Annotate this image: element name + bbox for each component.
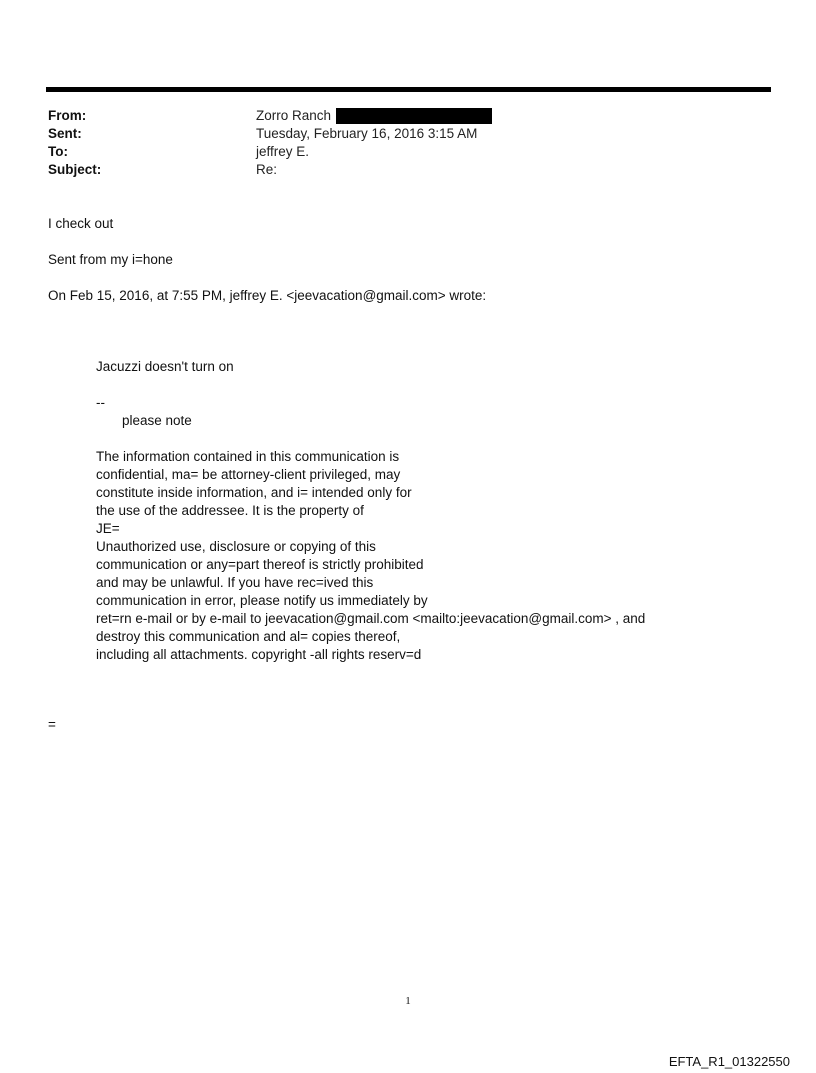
- disclaimer-line: including all attachments. copyright -all rights reserv=d: [96, 647, 422, 662]
- from-value: [256, 107, 492, 125]
- header-rule: [46, 87, 771, 92]
- trailing-equals: =: [48, 717, 56, 732]
- signature-text: Sent from my i=hone: [48, 252, 173, 267]
- quoted-message: Jacuzzi doesn't turn on: [96, 359, 234, 374]
- please-note-text: please note: [122, 413, 192, 428]
- to-value: jeffrey E.: [256, 144, 310, 159]
- disclaimer-line: communication or any=part thereof is strictly prohibited: [96, 557, 424, 572]
- disclaimer-line: Unauthorized use, disclosure or copying of this: [96, 539, 376, 554]
- disclaimer-line: JE=: [96, 521, 120, 536]
- disclaimer-line: The information contained in this communication is: [96, 449, 400, 464]
- disclaimer-line: ret=rn e-mail or by e-mail to jeevacation@gmail.com <mailto:jeevacation@gmail.com> , and: [96, 611, 646, 626]
- disclaimer-line: confidential, ma= be attorney-client privileged, may: [96, 467, 401, 482]
- signature-separator: --: [96, 395, 105, 410]
- quote-header: On Feb 15, 2016, at 7:55 PM, jeffrey E. <jeevacation@gmail.com> wrote:: [48, 288, 487, 303]
- reply-text: I check out: [48, 216, 114, 231]
- subject-value: Re:: [256, 162, 278, 177]
- disclaimer-line: the use of the addressee. It is the property of: [96, 503, 364, 518]
- from-label: From:: [48, 108, 87, 123]
- disclaimer-line: destroy this communication and al= copies thereof,: [96, 629, 401, 644]
- disclaimer-line: communication in error, please notify us immediately by: [96, 593, 428, 608]
- subject-label: Subject:: [48, 162, 102, 177]
- from-name: Zorro Ranch: [256, 108, 332, 123]
- document-id: EFTA_R1_01322550: [668, 1054, 790, 1069]
- redaction-block: [336, 108, 492, 124]
- page-number: 1: [405, 995, 411, 1007]
- sent-label: Sent:: [48, 126, 82, 141]
- sent-value: Tuesday, February 16, 2016 3:15 AM: [256, 126, 478, 141]
- to-label: To:: [48, 144, 68, 159]
- disclaimer-line: and may be unlawful. If you have rec=ived this: [96, 575, 374, 590]
- disclaimer-line: constitute inside information, and i= intended only for: [96, 485, 412, 500]
